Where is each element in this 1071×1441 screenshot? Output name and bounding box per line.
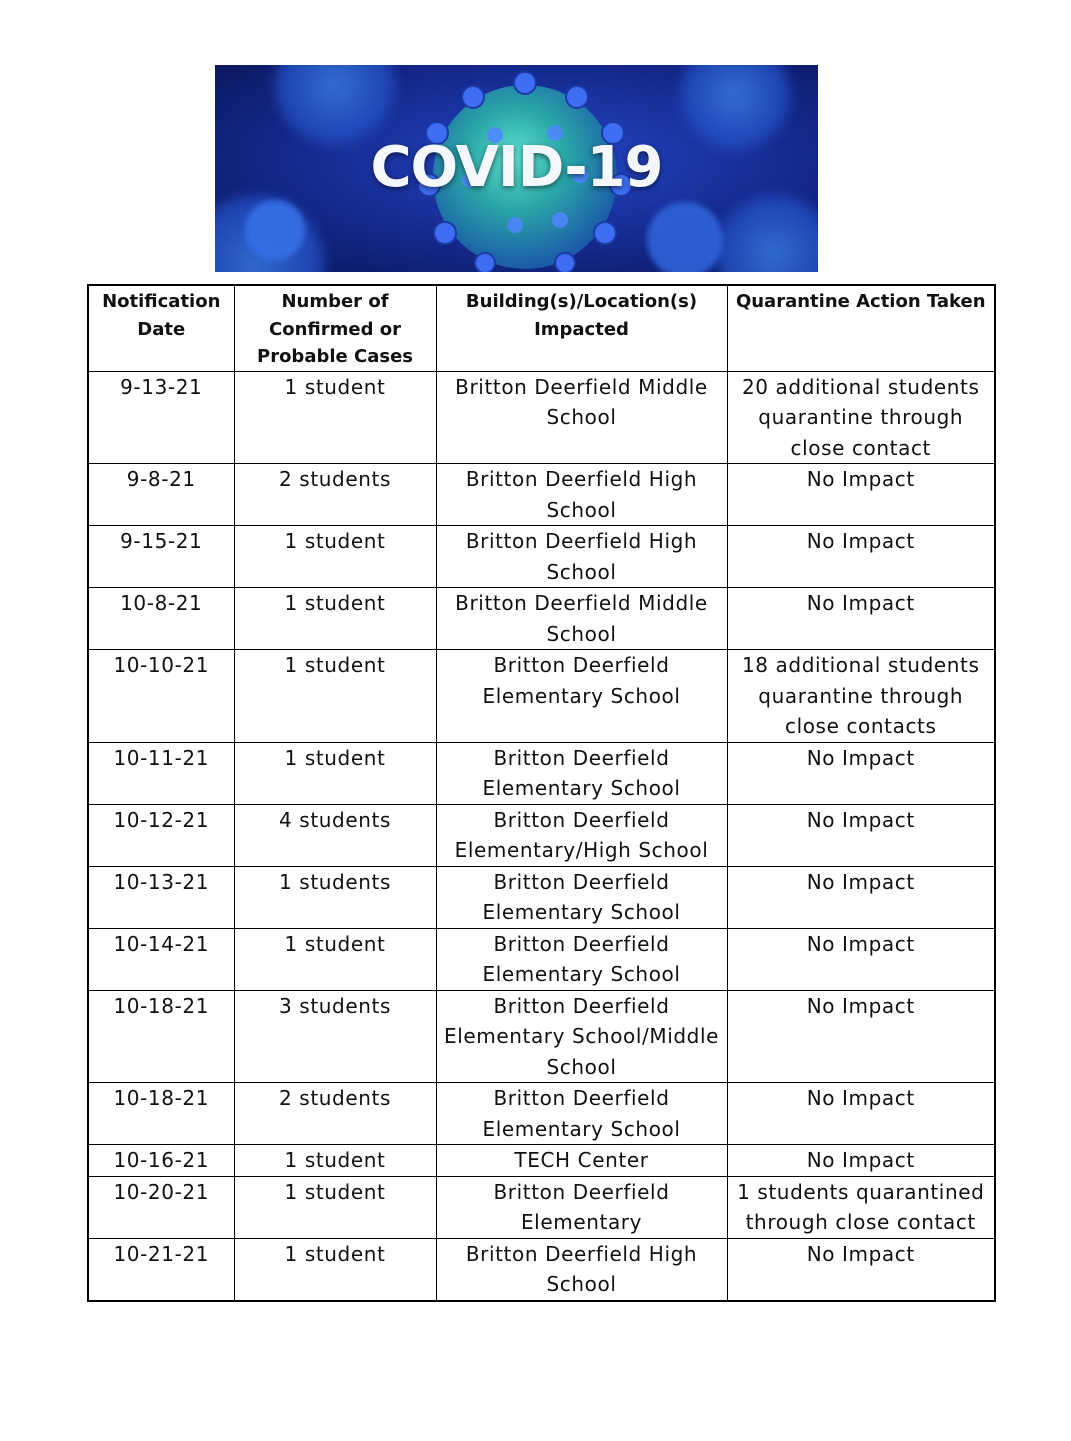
cell-notification-date: 10-8-21 [88, 588, 234, 650]
cell-case-count: 1 student [234, 928, 436, 990]
cell-location: Britton Deerfield Middle School [436, 588, 727, 650]
covid-cases-table [87, 284, 996, 1302]
table-row [88, 990, 995, 1083]
cell-quarantine-action: 1 students quarantined through close contact [727, 1176, 995, 1238]
header-number-of-cases: Number of Confirmed or Probable Cases [234, 285, 436, 371]
cell-quarantine-action: No Impact [727, 1238, 995, 1301]
cell-quarantine-action: 20 additional students quarantine through close contact [727, 371, 995, 464]
cell-case-count: 1 student [234, 1238, 436, 1301]
header-building-location: Building(s)/Location(s) Impacted [436, 285, 727, 371]
cell-notification-date: 10-18-21 [88, 1083, 234, 1145]
covid-banner-image [215, 65, 818, 272]
cell-notification-date: 10-18-21 [88, 990, 234, 1083]
cell-notification-date: 9-8-21 [88, 464, 234, 526]
cell-notification-date: 10-21-21 [88, 1238, 234, 1301]
cell-case-count: 1 student [234, 371, 436, 464]
cell-location: Britton Deerfield Elementary School [436, 742, 727, 804]
table-body [88, 371, 995, 1301]
cell-case-count: 2 students [234, 1083, 436, 1145]
cell-location: Britton Deerfield Elementary School [436, 866, 727, 928]
cell-notification-date: 10-20-21 [88, 1176, 234, 1238]
cell-case-count: 1 student [234, 742, 436, 804]
table-row [88, 804, 995, 866]
cell-notification-date: 10-16-21 [88, 1145, 234, 1177]
cell-quarantine-action: No Impact [727, 866, 995, 928]
cell-location: Britton Deerfield Elementary School [436, 650, 727, 743]
cell-case-count: 1 students [234, 866, 436, 928]
cell-notification-date: 10-12-21 [88, 804, 234, 866]
header-quarantine-action: Quarantine Action Taken [727, 285, 995, 371]
cell-notification-date: 10-10-21 [88, 650, 234, 743]
table-row [88, 1083, 995, 1145]
table-row [88, 1238, 995, 1301]
cell-location: TECH Center [436, 1145, 727, 1177]
table-row [88, 866, 995, 928]
cell-case-count: 3 students [234, 990, 436, 1083]
cell-case-count: 1 student [234, 1176, 436, 1238]
cell-location: Britton Deerfield High School [436, 526, 727, 588]
cell-quarantine-action: No Impact [727, 526, 995, 588]
table-row [88, 371, 995, 464]
cell-location: Britton Deerfield Middle School [436, 371, 727, 464]
cell-case-count: 2 students [234, 464, 436, 526]
cell-quarantine-action: No Impact [727, 1145, 995, 1177]
banner-title: COVID-19 [370, 135, 663, 200]
cell-case-count: 4 students [234, 804, 436, 866]
cell-quarantine-action: No Impact [727, 464, 995, 526]
cell-case-count: 1 student [234, 650, 436, 743]
cell-notification-date: 9-13-21 [88, 371, 234, 464]
cell-location: Britton Deerfield Elementary School [436, 1083, 727, 1145]
cell-location: Britton Deerfield Elementary School [436, 928, 727, 990]
cell-notification-date: 10-11-21 [88, 742, 234, 804]
cell-quarantine-action: No Impact [727, 804, 995, 866]
table-row [88, 588, 995, 650]
cell-quarantine-action: No Impact [727, 588, 995, 650]
table-row [88, 650, 995, 743]
table-row [88, 464, 995, 526]
cell-notification-date: 10-14-21 [88, 928, 234, 990]
cell-notification-date: 10-13-21 [88, 866, 234, 928]
cell-quarantine-action: No Impact [727, 742, 995, 804]
cell-location: Britton Deerfield High School [436, 1238, 727, 1301]
table-row [88, 1176, 995, 1238]
table-row [88, 928, 995, 990]
cell-case-count: 1 student [234, 1145, 436, 1177]
cell-location: Britton Deerfield Elementary School/Middle School [436, 990, 727, 1083]
cell-location: Britton Deerfield High School [436, 464, 727, 526]
table-row [88, 742, 995, 804]
cell-location: Britton Deerfield Elementary [436, 1176, 727, 1238]
cell-case-count: 1 student [234, 588, 436, 650]
cell-notification-date: 9-15-21 [88, 526, 234, 588]
cell-quarantine-action: No Impact [727, 990, 995, 1083]
cell-quarantine-action: No Impact [727, 1083, 995, 1145]
cell-case-count: 1 student [234, 526, 436, 588]
header-notification-date: Notification Date [88, 285, 234, 371]
cell-quarantine-action: 18 additional students quarantine through close contacts [727, 650, 995, 743]
cell-location: Britton Deerfield Elementary/High School [436, 804, 727, 866]
table-header-row [88, 285, 995, 371]
cell-quarantine-action: No Impact [727, 928, 995, 990]
table-row [88, 1145, 995, 1177]
table-row [88, 526, 995, 588]
